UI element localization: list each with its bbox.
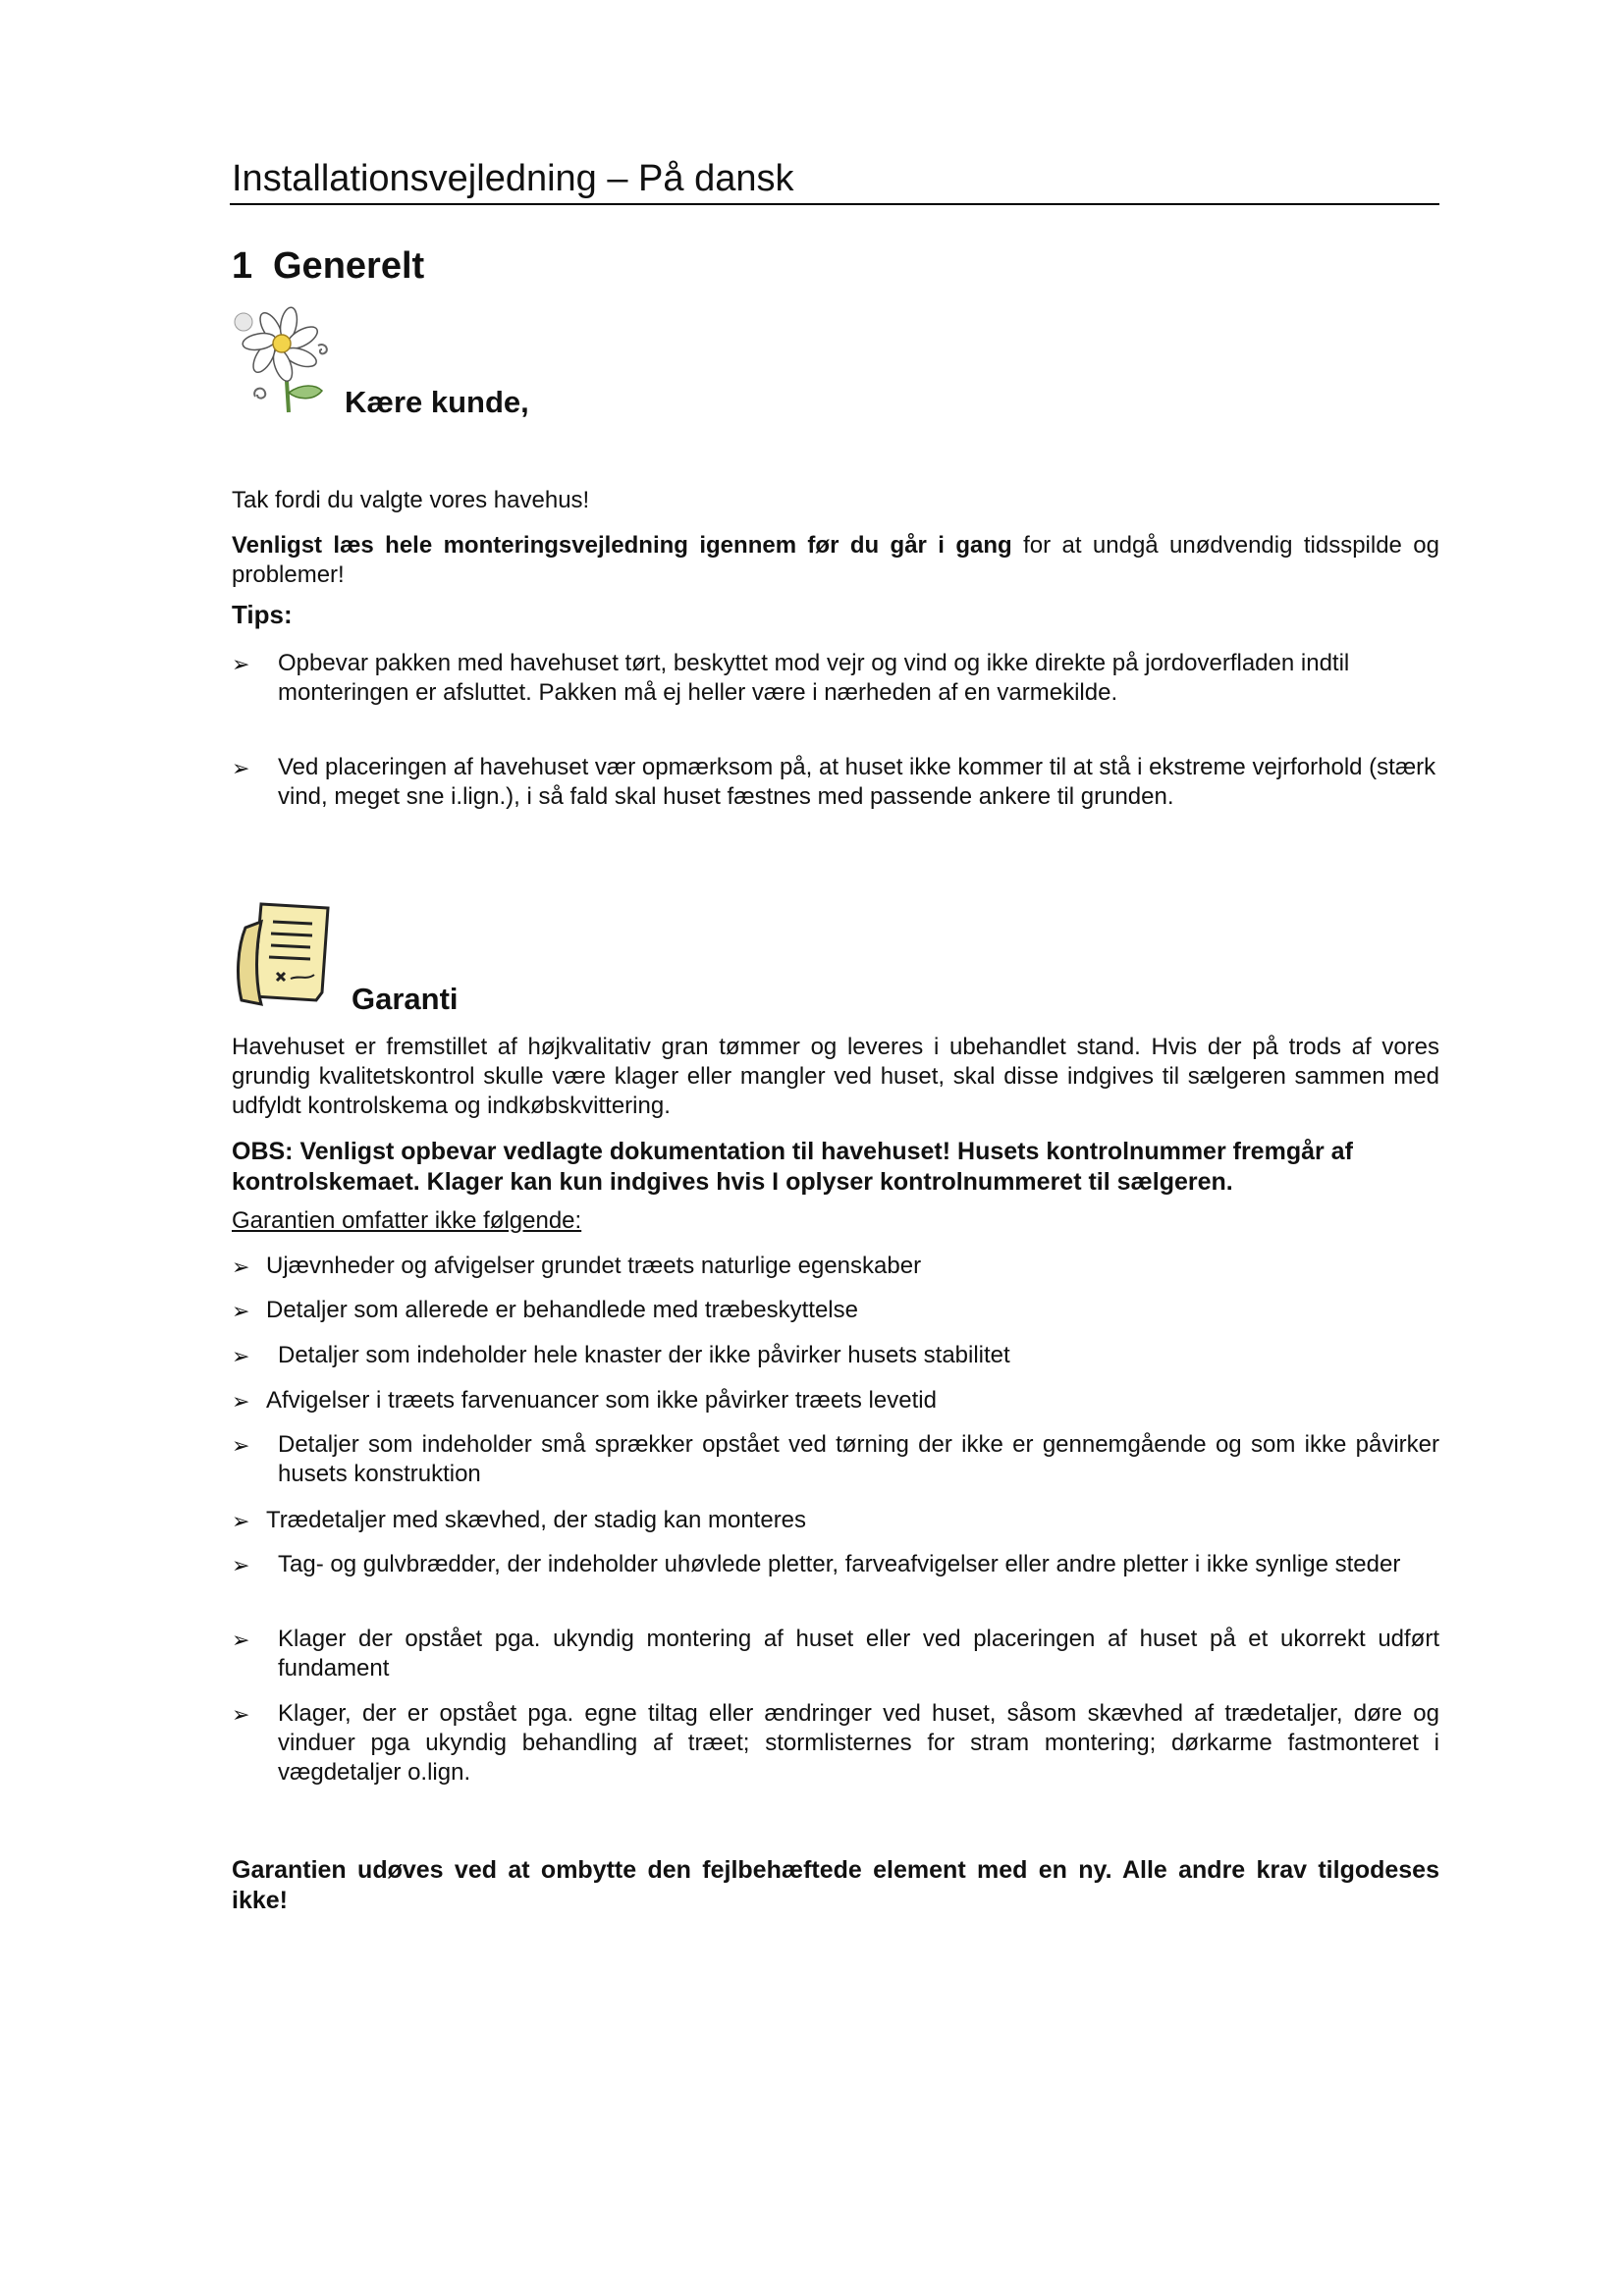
section-title: Generelt xyxy=(273,245,425,287)
tips-label: Tips: xyxy=(232,600,293,629)
section-heading xyxy=(232,245,424,288)
tip-item: Opbevar pakken med havehuset tørt, beskyttet mod vejr og vind og ikke direkte på jordoverfladen indtil monteringen er afsluttet. Pakken må ej heller være i nærheden af en varmekilde. xyxy=(278,650,1350,706)
bullet-arrow-icon: ➢ xyxy=(232,1509,250,1533)
exclusion-item: Klager der opstået pga. ukyndig montering af huset eller ved placeringen af huset på et ukorrekt udført fundament xyxy=(278,1626,1439,1682)
section-number: 1 xyxy=(232,245,253,287)
bullet-arrow-icon: ➢ xyxy=(232,756,250,780)
obs-notice: OBS: Venligst opbevar vedlagte dokumentation til havehuset! Husets kontrolnummer fremgår af kontrolskemaet. Klager kan kun indgives hvis I oplyser kontrolnummeret til sælgeren. xyxy=(232,1138,1353,1196)
bullet-arrow-icon: ➢ xyxy=(232,1628,250,1652)
exclusion-item: Ujævnheder og afvigelser grundet træets naturlige egenskaber xyxy=(266,1253,922,1279)
exclusion-item: Afvigelser i træets farvenuancer som ikke påvirker træets levetid xyxy=(266,1387,937,1414)
exclusion-item: Detaljer som allerede er behandlede med træbeskyttelse xyxy=(266,1297,858,1323)
bullet-arrow-icon: ➢ xyxy=(232,1702,250,1727)
bullet-arrow-icon: ➢ xyxy=(232,1299,250,1323)
read-first-rest: for at undgå unødvendig tidsspilde og problemer! xyxy=(232,532,1440,588)
excludes-label: Garantien omfatter ikke følgende: xyxy=(232,1207,582,1234)
warranty-document-icon xyxy=(232,898,345,1011)
flower-icon xyxy=(232,306,340,414)
exclusion-item: Detaljer som indeholder små sprækker opstået ved tørning der ikke er gennemgående og som ikke påvirker husets konstruktion xyxy=(278,1431,1439,1487)
thanks-text: Tak fordi du valgte vores havehus! xyxy=(232,487,590,513)
bullet-arrow-icon: ➢ xyxy=(232,1389,250,1414)
read-first-bold: Venligst læs hele monteringsvejledning igennem før du går i gang xyxy=(232,532,1012,559)
exclusion-item: Trædetaljer med skævhed, der stadig kan monteres xyxy=(266,1507,807,1533)
header-divider xyxy=(230,203,1439,205)
document-header-title: Installationsvejledning – På dansk xyxy=(232,158,794,199)
exclusion-item: Tag- og gulvbrædder, der indeholder uhøvlede pletter, farveafvigelser eller andre pletter i ikke synlige steder xyxy=(278,1551,1401,1577)
bullet-arrow-icon: ➢ xyxy=(232,1553,250,1577)
garanti-intro: Havehuset er fremstillet af højkvalitativ gran tømmer og leveres i ubehandlet stand. Hvis der på trods af vores grundig kvalitetskontrol skulle være klager eller mangler ved huset, skal disse indgives til sælgeren sammen med udfyldt kontrolskema og indkøbskvittering. xyxy=(232,1034,1439,1119)
garanti-final-statement: Garantien udøves ved at ombytte den fejlbehæftede element med en ny. Alle andre krav tilgodeses ikke! xyxy=(232,1856,1439,1914)
read-first-paragraph xyxy=(232,531,1439,590)
exclusion-item: Klager, der er opstået pga. egne tiltag eller ændringer ved huset, såsom skævhed af trædetaljer, døre og vinduer pga ukyndig behandling af træet; stormlisternes for stram montering; dørkarme fastmonteret i vægdetaljer o.lign. xyxy=(278,1700,1439,1786)
garanti-heading: Garanti xyxy=(352,982,459,1016)
greeting: Kære kunde, xyxy=(345,385,529,419)
bullet-arrow-icon: ➢ xyxy=(232,652,250,676)
bullet-arrow-icon: ➢ xyxy=(232,1255,250,1279)
exclusion-item: Detaljer som indeholder hele knaster der ikke påvirker husets stabilitet xyxy=(278,1342,1010,1368)
bullet-arrow-icon: ➢ xyxy=(232,1433,250,1458)
bullet-arrow-icon: ➢ xyxy=(232,1344,250,1368)
tip-item: Ved placeringen af havehuset vær opmærksom på, at huset ikke kommer til at stå i ekstreme vejrforhold (stærk vind, meget sne i.lign.), i så fald skal huset fæstnes med passende ankere til grunden. xyxy=(278,754,1436,810)
